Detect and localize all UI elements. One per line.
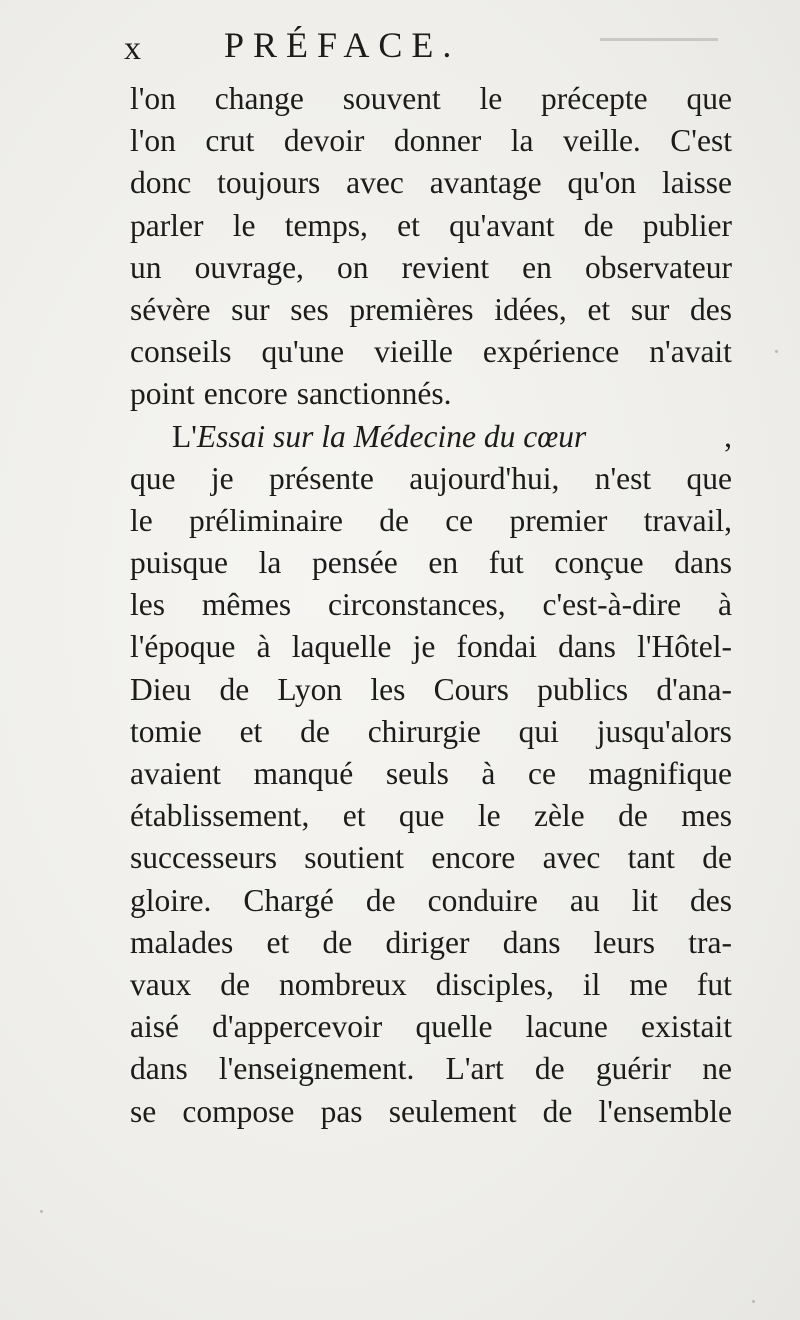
word: lacune <box>525 1009 608 1045</box>
text-line <box>130 880 732 922</box>
word: ce <box>527 756 556 791</box>
word: Chargé <box>243 882 334 918</box>
running-title: PRÉFACE. <box>224 25 461 65</box>
text-line <box>130 373 732 415</box>
paper-speck <box>752 1300 755 1303</box>
word: sur <box>630 291 670 327</box>
italic-book-title: Essai sur la Médecine du cœur <box>196 418 587 454</box>
word: compose <box>182 1093 295 1129</box>
word: l'on <box>130 81 176 116</box>
text-line <box>130 669 732 711</box>
text-line <box>130 837 732 879</box>
word: successeurs <box>130 840 277 876</box>
word: que <box>130 460 176 496</box>
word: aujourd'hui, <box>409 460 560 496</box>
word: la <box>258 545 282 581</box>
paragraph-2 <box>130 416 732 1133</box>
word: à <box>718 587 732 623</box>
word: la <box>510 123 534 159</box>
word: sanctionnés. <box>296 376 452 412</box>
word: de <box>220 966 250 1002</box>
word: point <box>130 376 195 412</box>
word: fondai <box>456 629 537 665</box>
word: tra- <box>688 924 732 960</box>
word: d'appercevoir <box>212 1009 383 1045</box>
text-line <box>130 205 732 247</box>
word: qu'une <box>261 334 345 370</box>
word: présente <box>268 460 374 496</box>
text-line <box>130 78 732 120</box>
word: laquelle <box>291 629 392 665</box>
word: d'ana- <box>656 671 732 707</box>
text-line <box>130 1048 732 1090</box>
word: c'est-à-dire <box>542 587 682 623</box>
word: au <box>569 882 600 918</box>
text-line <box>130 500 732 542</box>
word: l'époque <box>130 629 236 665</box>
word: travail, <box>643 502 732 538</box>
word: qu'on <box>567 165 637 201</box>
word: leurs <box>593 924 655 960</box>
word: ouvrage, <box>194 249 304 285</box>
word: pas <box>320 1093 363 1129</box>
word: manqué <box>253 756 354 791</box>
word: l'ensemble <box>598 1093 732 1129</box>
word: vieille <box>374 334 453 370</box>
word: premier <box>509 502 608 538</box>
word: seuls <box>385 756 449 791</box>
word: dans <box>130 1051 188 1087</box>
word: jusqu'alors <box>596 713 732 749</box>
word: un <box>130 249 162 285</box>
word: que <box>398 798 445 834</box>
word: publics <box>537 671 629 707</box>
word: crut <box>205 123 255 159</box>
word: idées, <box>494 291 567 327</box>
word: de <box>583 207 614 243</box>
word: donner <box>393 123 482 159</box>
word: revient <box>401 249 490 285</box>
word: conduire <box>427 882 538 918</box>
word: circonstances, <box>328 587 506 623</box>
word: avaient <box>130 756 221 791</box>
word: temps, <box>284 207 368 243</box>
word: il <box>582 966 601 1002</box>
word: veille. <box>562 123 641 159</box>
word: disciples, <box>435 966 554 1002</box>
text-line <box>130 626 732 668</box>
text-line <box>130 416 732 458</box>
word: qu'avant <box>449 207 555 243</box>
word: donc <box>130 165 192 201</box>
word: zèle <box>533 798 585 834</box>
word: à <box>481 756 496 791</box>
word: chirurgie <box>367 713 481 749</box>
word: de <box>542 1093 573 1129</box>
paragraph-1 <box>130 78 732 416</box>
word: encore <box>203 376 288 412</box>
word: lit <box>631 882 658 918</box>
word: avec <box>542 840 601 876</box>
word: dans <box>674 545 732 581</box>
word: le <box>130 502 153 538</box>
word: l'enseignement. <box>218 1051 415 1087</box>
paper-speck <box>775 350 778 353</box>
text-line <box>130 584 732 626</box>
word: gloire. <box>130 882 212 918</box>
word: fut <box>488 545 524 581</box>
word: mes <box>681 798 732 834</box>
text-line <box>130 162 732 204</box>
word: l'on <box>130 123 176 159</box>
word: change <box>214 81 304 116</box>
word: que <box>686 460 732 496</box>
word: Lyon <box>277 671 343 707</box>
word: en <box>522 249 552 285</box>
word: publier <box>642 207 732 243</box>
word: fut <box>696 966 732 1002</box>
word: tomie <box>130 713 202 749</box>
word: ne <box>702 1051 732 1087</box>
word: le <box>232 207 256 243</box>
word: de <box>379 502 409 538</box>
word: les <box>370 671 406 707</box>
word: de <box>322 924 353 960</box>
text-line <box>130 964 732 1006</box>
word: nombreux <box>279 966 407 1002</box>
word: Dieu <box>130 671 192 707</box>
page-number: x <box>124 30 142 67</box>
word: magnifique <box>588 756 732 791</box>
word: de <box>365 882 396 918</box>
word: de <box>534 1051 565 1087</box>
word: des <box>689 291 732 327</box>
word: que <box>686 81 732 116</box>
word: diriger <box>385 924 470 960</box>
word: je <box>210 460 234 496</box>
word: le <box>477 798 501 834</box>
word: mêmes <box>201 587 292 623</box>
text-line <box>130 795 732 837</box>
word: seulement <box>388 1093 517 1129</box>
word: souvent <box>342 81 441 116</box>
word: L'art <box>445 1051 504 1087</box>
word: qui <box>518 713 559 749</box>
text-line <box>130 922 732 964</box>
word: toujours <box>217 165 321 201</box>
word: aisé <box>130 1009 179 1045</box>
word: observateur <box>585 249 732 285</box>
word: préliminaire <box>189 502 343 538</box>
text-line <box>130 458 732 500</box>
word: le <box>479 81 503 116</box>
title-trail: , <box>724 418 732 454</box>
text-line <box>130 711 732 753</box>
word: et <box>587 291 611 327</box>
word: pensée <box>312 545 398 581</box>
word: et <box>397 207 420 243</box>
word: les <box>130 587 165 623</box>
word: malades <box>130 924 234 960</box>
word: ses <box>290 291 329 327</box>
word: premières <box>349 291 474 327</box>
word: tant <box>627 840 675 876</box>
word: guérir <box>595 1051 672 1087</box>
word: expérience <box>482 334 620 370</box>
word: sur <box>231 291 270 327</box>
word: devoir <box>283 123 365 159</box>
word: soutient <box>304 840 405 876</box>
word: sévère <box>130 291 211 327</box>
word: des <box>690 882 732 918</box>
word: en <box>428 545 459 581</box>
word: puisque <box>130 545 228 581</box>
word: avec <box>346 165 404 201</box>
word: de <box>702 840 732 876</box>
word: C'est <box>670 123 732 159</box>
word: et <box>266 924 290 960</box>
running-header <box>124 22 744 70</box>
word: de <box>300 713 330 749</box>
title-lead: L'Essai sur la Médecine du cœur <box>172 418 587 454</box>
text-line <box>130 331 732 373</box>
body-text <box>130 78 732 1133</box>
text-line <box>130 1091 732 1133</box>
word: conseils <box>130 334 232 370</box>
word: Cours <box>433 671 509 707</box>
text-line <box>130 289 732 331</box>
text-line <box>130 1006 732 1048</box>
word: se <box>130 1093 157 1129</box>
word: conçue <box>554 545 644 581</box>
word: de <box>618 798 648 834</box>
word: laisse <box>661 165 732 201</box>
word: dans <box>558 629 616 665</box>
text-line <box>130 753 732 795</box>
text-line <box>130 120 732 162</box>
word: encore <box>431 840 516 876</box>
word: existait <box>641 1009 732 1045</box>
word: et <box>342 798 366 834</box>
text-line <box>130 542 732 584</box>
word: je <box>412 629 436 665</box>
word: dans <box>502 924 561 960</box>
word: ce <box>445 502 474 538</box>
word: on <box>337 249 369 285</box>
word: l'Hôtel- <box>637 629 732 665</box>
word: parler <box>130 207 204 243</box>
word: établissement, <box>130 798 310 834</box>
word: vaux <box>130 966 192 1002</box>
word: précepte <box>541 81 648 116</box>
word: à <box>256 629 271 665</box>
paper-speck <box>40 1210 43 1213</box>
text-line <box>130 247 732 289</box>
word: n'est <box>594 460 652 496</box>
word: n'avait <box>649 334 732 370</box>
word: de <box>219 671 250 707</box>
word: avantage <box>429 165 542 201</box>
word: et <box>239 713 263 749</box>
word: me <box>629 966 668 1002</box>
word: quelle <box>415 1009 493 1045</box>
